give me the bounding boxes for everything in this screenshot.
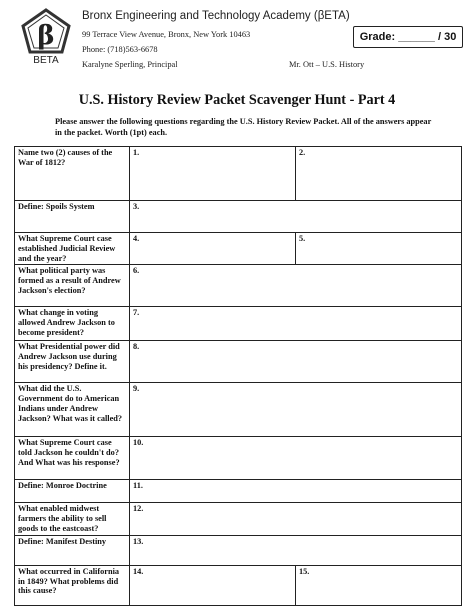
question-cell: What occurred in California in 1849? What problems did this cause? <box>15 565 130 605</box>
answer-cell[interactable]: 11. <box>130 480 462 503</box>
school-phone: Phone: (718)563-6678 <box>82 45 158 54</box>
table-row <box>15 480 462 503</box>
table-row <box>15 307 462 341</box>
teacher-name: Mr. Ott – U.S. History <box>289 60 365 69</box>
question-cell: What political party was formed as a result of Andrew Jackson's election? <box>15 265 130 307</box>
table-row <box>15 437 462 480</box>
answer-cell[interactable]: 10. <box>130 437 462 480</box>
question-cell: Name two (2) causes of the War of 1812? <box>15 147 130 201</box>
instructions: Please answer the following questions regarding the U.S. History Review Packet. All of the answers appear in the packet. Worth (1pt) each. <box>55 117 432 137</box>
table-row <box>15 565 462 605</box>
school-address: 99 Terrace View Avenue, Bronx, New York 10463 <box>82 30 251 39</box>
answer-cell[interactable]: 8. <box>130 341 462 383</box>
answer-cell[interactable]: 15. <box>296 565 462 605</box>
answer-cell[interactable]: 6. <box>130 265 462 307</box>
table-row <box>15 201 462 233</box>
table-row <box>15 341 462 383</box>
answer-cell[interactable]: 3. <box>130 201 462 233</box>
answer-cell[interactable]: 1. <box>130 147 296 201</box>
answer-cell[interactable]: 2. <box>296 147 462 201</box>
page-title: U.S. History Review Packet Scavenger Hunt - Part 4 <box>78 92 396 108</box>
table-row <box>15 503 462 535</box>
answer-cell[interactable]: 9. <box>130 383 462 437</box>
svg-text:β: β <box>37 21 55 51</box>
logo-text: BETA <box>33 55 59 66</box>
grade-box: Grade: ______ / 30 <box>353 26 463 48</box>
question-cell: What change in voting allowed Andrew Jackson to become president? <box>15 307 130 341</box>
table-row <box>15 383 462 437</box>
table-row <box>15 233 462 265</box>
question-table <box>14 146 462 606</box>
question-cell: What Supreme Court case told Jackson he couldn't do? And What was his response? <box>15 437 130 480</box>
school-name: Bronx Engineering and Technology Academy (βETA) <box>82 10 350 22</box>
question-cell: Define: Monroe Doctrine <box>15 480 130 503</box>
question-cell: Define: Manifest Destiny <box>15 535 130 565</box>
principal-name: Karalyne Sperling, Principal <box>82 60 178 69</box>
question-cell: What Presidential power did Andrew Jackson use during his presidency? Define it. <box>15 341 130 383</box>
answer-cell[interactable]: 5. <box>296 233 462 265</box>
table-row <box>15 265 462 307</box>
answer-cell[interactable]: 13. <box>130 535 462 565</box>
question-cell: What enabled midwest farmers the ability to sell goods to the eastcoast? <box>15 503 130 535</box>
answer-cell[interactable]: 12. <box>130 503 462 535</box>
question-cell: What did the U.S. Government do to American Indians under Andrew Jackson? What was it called? <box>15 383 130 437</box>
question-cell: What Supreme Court case established Judicial Review and the year? <box>15 233 130 265</box>
answer-cell[interactable]: 4. <box>130 233 296 265</box>
answer-cell[interactable]: 7. <box>130 307 462 341</box>
question-cell: Define: Spoils System <box>15 201 130 233</box>
table-row <box>15 535 462 565</box>
answer-cell[interactable]: 14. <box>130 565 296 605</box>
school-logo <box>20 8 72 66</box>
table-row <box>15 147 462 201</box>
